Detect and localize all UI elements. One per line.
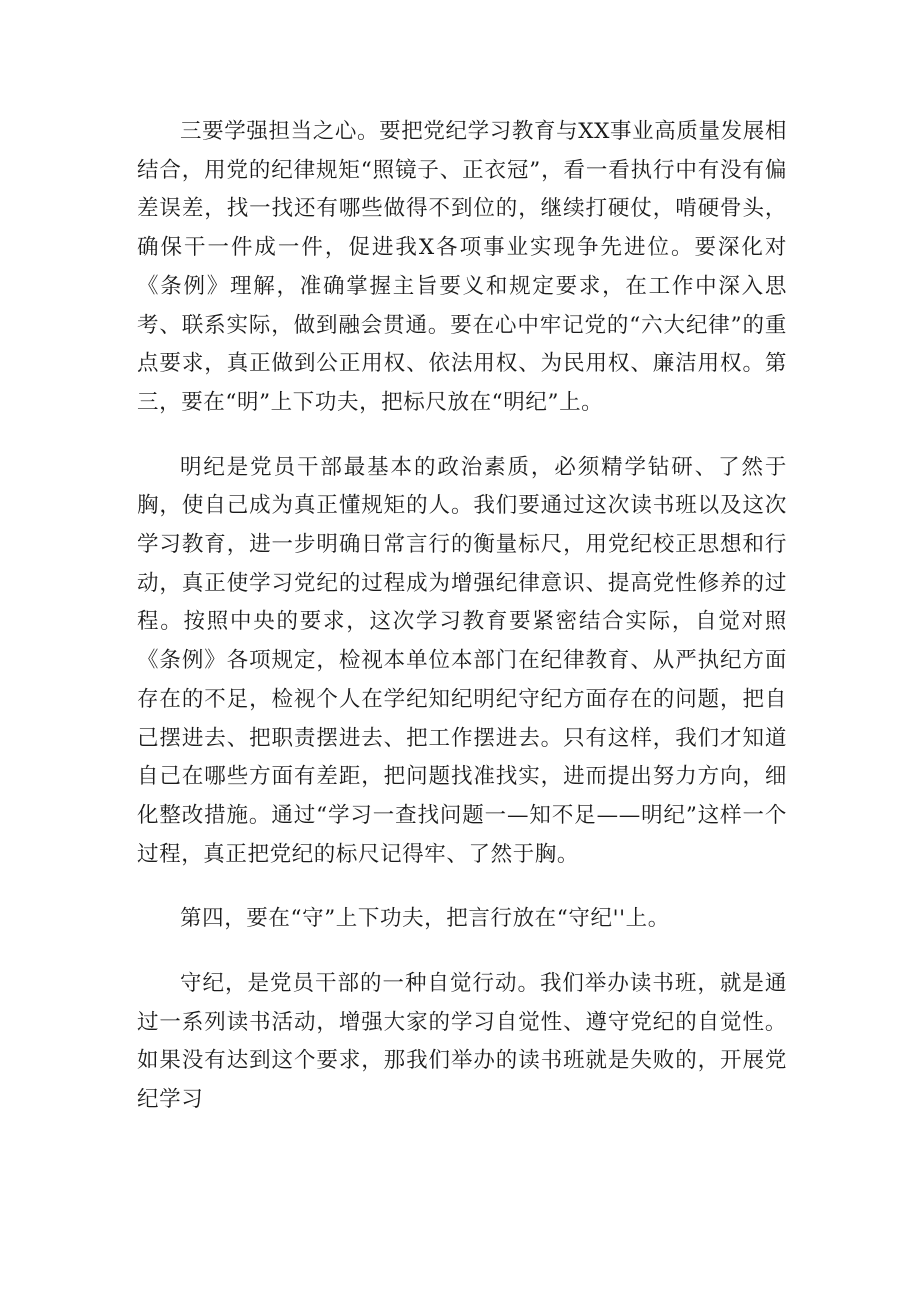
paragraph-keep-discipline: 守纪，是党员干部的一种自觉行动。我们举办读书班，就是通过一系列读书活动，增强大家的学习自觉性、遵守党纪的自觉性。如果没有达到这个要求，那我们举办的读书班就是失败的，开展党纪学习 [137,971,787,1113]
paragraph-understand-discipline: 明纪是党员干部最基本的政治素质，必须精学钻研、了然于胸，使自己成为真正懂规矩的人。我们要通过这次读书班以及这次学习教育，进一步明确日常言行的衡量标尺，用党纪校正思想和行动，真正使学习党纪的过程成为增强纪律意识、提高党性修养的过程。按照中央的要求，这次学习教育要紧密结合实际，自觉对照《条例》各项规定，检视本单位本部门在纪律教育、从严执纪方面存在的不足，检视个人在学纪知纪明纪守纪方面存在的问题，把自己摆进去、把职责摆进去、把工作摆进去。只有这样，我们才知道自己在哪些方面有差距，把问题找准找实，进而提出努力方向，细化整改措施。通过“学习一查找问题一—知不足——明纪”这样一个过程，真正把党纪的标尺记得牢、了然于胸。 [137,454,787,867]
paragraph-fourth-point-heading: 第四，要在“守”上下功夫，把言行放在“守纪''上。 [180,906,670,932]
paragraph-study-responsibility: 三要学强担当之心。要把党纪学习教育与XX事业高质量发展相结合，用党的纪律规矩“照镜子、正衣冠”，看一看执行中有没有偏差误差，找一找还有哪些做得不到位的，继续打硬仗，啃硬骨头，确保干一件成一件，促进我X各项事业实现争先进位。要深化对《条例》理解，准确掌握主旨要义和规定要求，在工作中深入思考、联系实际，做到融会贯通。要在心中牢记党的“六大纪律”的重点要求，真正做到公正用权、依法用权、为民用权、廉洁用权。第三，要在“明”上下功夫，把标尺放在“明纪”上。 [137,119,787,415]
document-body [137,113,787,1146]
